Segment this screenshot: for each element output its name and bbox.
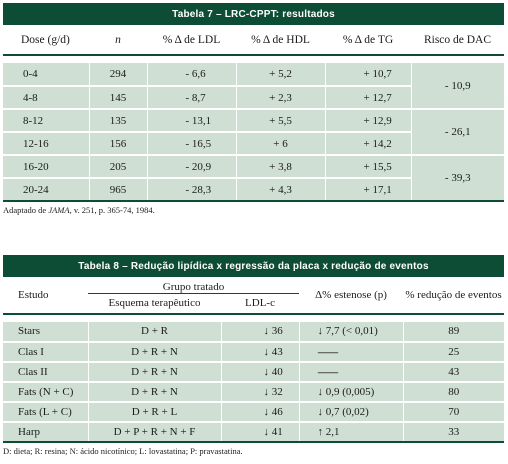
table-row xyxy=(3,155,504,178)
col-header-study: Estudo xyxy=(18,288,49,301)
table-7 xyxy=(3,3,504,215)
cell-study: Clas II xyxy=(3,362,88,382)
cell-tg: + 10,7 xyxy=(325,63,411,86)
cell-risk: - 39,3 xyxy=(411,155,504,201)
table-row xyxy=(3,402,504,422)
cell-dose: 12-16 xyxy=(3,132,89,155)
cell-stenosis: ↑ 2,1 xyxy=(299,422,403,442)
cell-ldl: ↓ 32 xyxy=(221,382,299,402)
cell-stenosis: ↓ 0,9 (0,005) xyxy=(299,382,403,402)
cell-study: Fats (L + C) xyxy=(3,402,88,422)
table-7-footnote xyxy=(3,205,504,215)
table-7-grid xyxy=(3,25,504,202)
col-header-hdl: % Δ de HDL xyxy=(251,33,310,46)
cell-events: 43 xyxy=(403,362,504,382)
col-header-n: n xyxy=(115,33,121,46)
cell-hdl: + 6 xyxy=(236,132,325,155)
col-header-ldl: % Δ de LDL xyxy=(162,33,221,46)
table-8-title: Tabela 8 – Redução lipídica x regressão da placa x redução de eventos xyxy=(3,255,504,277)
cell-ldl: - 28,3 xyxy=(147,178,236,201)
cell-stenosis: ↓ 0,7 (0,02) xyxy=(299,402,403,422)
cell-scheme: D + R xyxy=(88,322,221,342)
cell-n: 205 xyxy=(89,155,147,178)
cell-hdl: + 5,2 xyxy=(236,63,325,86)
table-row xyxy=(3,422,504,442)
col-header-ldl: LDL-c xyxy=(245,297,275,310)
table-8-footnote: D: dieta; R: resina; N: ácido nicotínico; L: lovastatina; P: pravastatina. xyxy=(3,445,243,456)
col-header-tg: % Δ de TG xyxy=(342,33,394,46)
table-8 xyxy=(3,255,504,456)
cell-events: 70 xyxy=(403,402,504,422)
cell-stenosis: ↓ 7,7 (< 0,01) xyxy=(299,322,403,342)
footnote-text: , v. 251, p. 365-74, 1984. xyxy=(69,205,155,215)
cell-hdl: + 3,8 xyxy=(236,155,325,178)
cell-n: 965 xyxy=(89,178,147,201)
cell-dose: 20-24 xyxy=(3,178,89,201)
cell-ldl: - 16,5 xyxy=(147,132,236,155)
cell-ldl: - 8,7 xyxy=(147,86,236,109)
cell-stenosis: ---------- xyxy=(299,342,403,362)
cell-ldl: ↓ 46 xyxy=(221,402,299,422)
cell-dose: 16-20 xyxy=(3,155,89,178)
col-header-events: % redução de eventos xyxy=(405,288,502,301)
footnote-text: Adaptado de xyxy=(3,205,49,215)
cell-risk: - 26,1 xyxy=(411,109,504,155)
cell-n: 156 xyxy=(89,132,147,155)
table-7-title: Tabela 7 – LRC-CPPT: resultados xyxy=(3,3,504,25)
table-row xyxy=(3,382,504,402)
col-header-scheme: Esquema terapêutico xyxy=(108,297,201,310)
table-7-header-row xyxy=(3,25,504,55)
cell-events: 33 xyxy=(403,422,504,442)
cell-dose: 8-12 xyxy=(3,109,89,132)
cell-events: 80 xyxy=(403,382,504,402)
table-row xyxy=(3,109,504,132)
cell-study: Fats (N + C) xyxy=(3,382,88,402)
cell-dose: 0-4 xyxy=(3,63,89,86)
table-row xyxy=(3,322,504,342)
cell-events: 89 xyxy=(403,322,504,342)
cell-ldl: ↓ 43 xyxy=(221,342,299,362)
cell-ldl: ↓ 36 xyxy=(221,322,299,342)
col-header-stenosis xyxy=(299,277,403,314)
cell-scheme: D + R + N xyxy=(88,362,221,382)
cell-ldl: ↓ 40 xyxy=(221,362,299,382)
col-header-dose: Dose (g/d) xyxy=(21,33,70,46)
cell-hdl: + 5,5 xyxy=(236,109,325,132)
table-row xyxy=(3,63,504,86)
cell-tg: + 14,2 xyxy=(325,132,411,155)
table-row xyxy=(3,342,504,362)
cell-ldl: - 20,9 xyxy=(147,155,236,178)
cell-risk: - 10,9 xyxy=(411,63,504,109)
cell-scheme: D + R + N xyxy=(88,342,221,362)
cell-hdl: + 4,3 xyxy=(236,178,325,201)
footnote-journal: JAMA xyxy=(48,205,70,215)
cell-scheme: D + P + R + N + F xyxy=(88,422,221,442)
cell-hdl: + 2,3 xyxy=(236,86,325,109)
cell-ldl: - 13,1 xyxy=(147,109,236,132)
cell-study: Clas I xyxy=(3,342,88,362)
cell-events: 25 xyxy=(403,342,504,362)
cell-n: 135 xyxy=(89,109,147,132)
table-8-body xyxy=(3,322,504,442)
cell-tg: + 17,1 xyxy=(325,178,411,201)
cell-scheme: D + R + N xyxy=(88,382,221,402)
cell-study: Stars xyxy=(3,322,88,342)
cell-tg: + 12,7 xyxy=(325,86,411,109)
cell-ldl: ↓ 41 xyxy=(221,422,299,442)
cell-study: Harp xyxy=(3,422,88,442)
cell-tg: + 12,9 xyxy=(325,109,411,132)
col-header-risk: Risco de DAC xyxy=(423,33,492,46)
table-row xyxy=(3,362,504,382)
col-header-group: Grupo tratado xyxy=(88,277,299,294)
cell-n: 294 xyxy=(89,63,147,86)
cell-ldl: - 6,6 xyxy=(147,63,236,86)
cell-dose: 4-8 xyxy=(3,86,89,109)
cell-n: 145 xyxy=(89,86,147,109)
cell-scheme: D + R + L xyxy=(88,402,221,422)
cell-tg: + 15,5 xyxy=(325,155,411,178)
stenosis-header-label: Δ% estenose (p) xyxy=(315,288,387,301)
table-8-grid xyxy=(3,277,504,443)
cell-stenosis: ---------- xyxy=(299,362,403,382)
